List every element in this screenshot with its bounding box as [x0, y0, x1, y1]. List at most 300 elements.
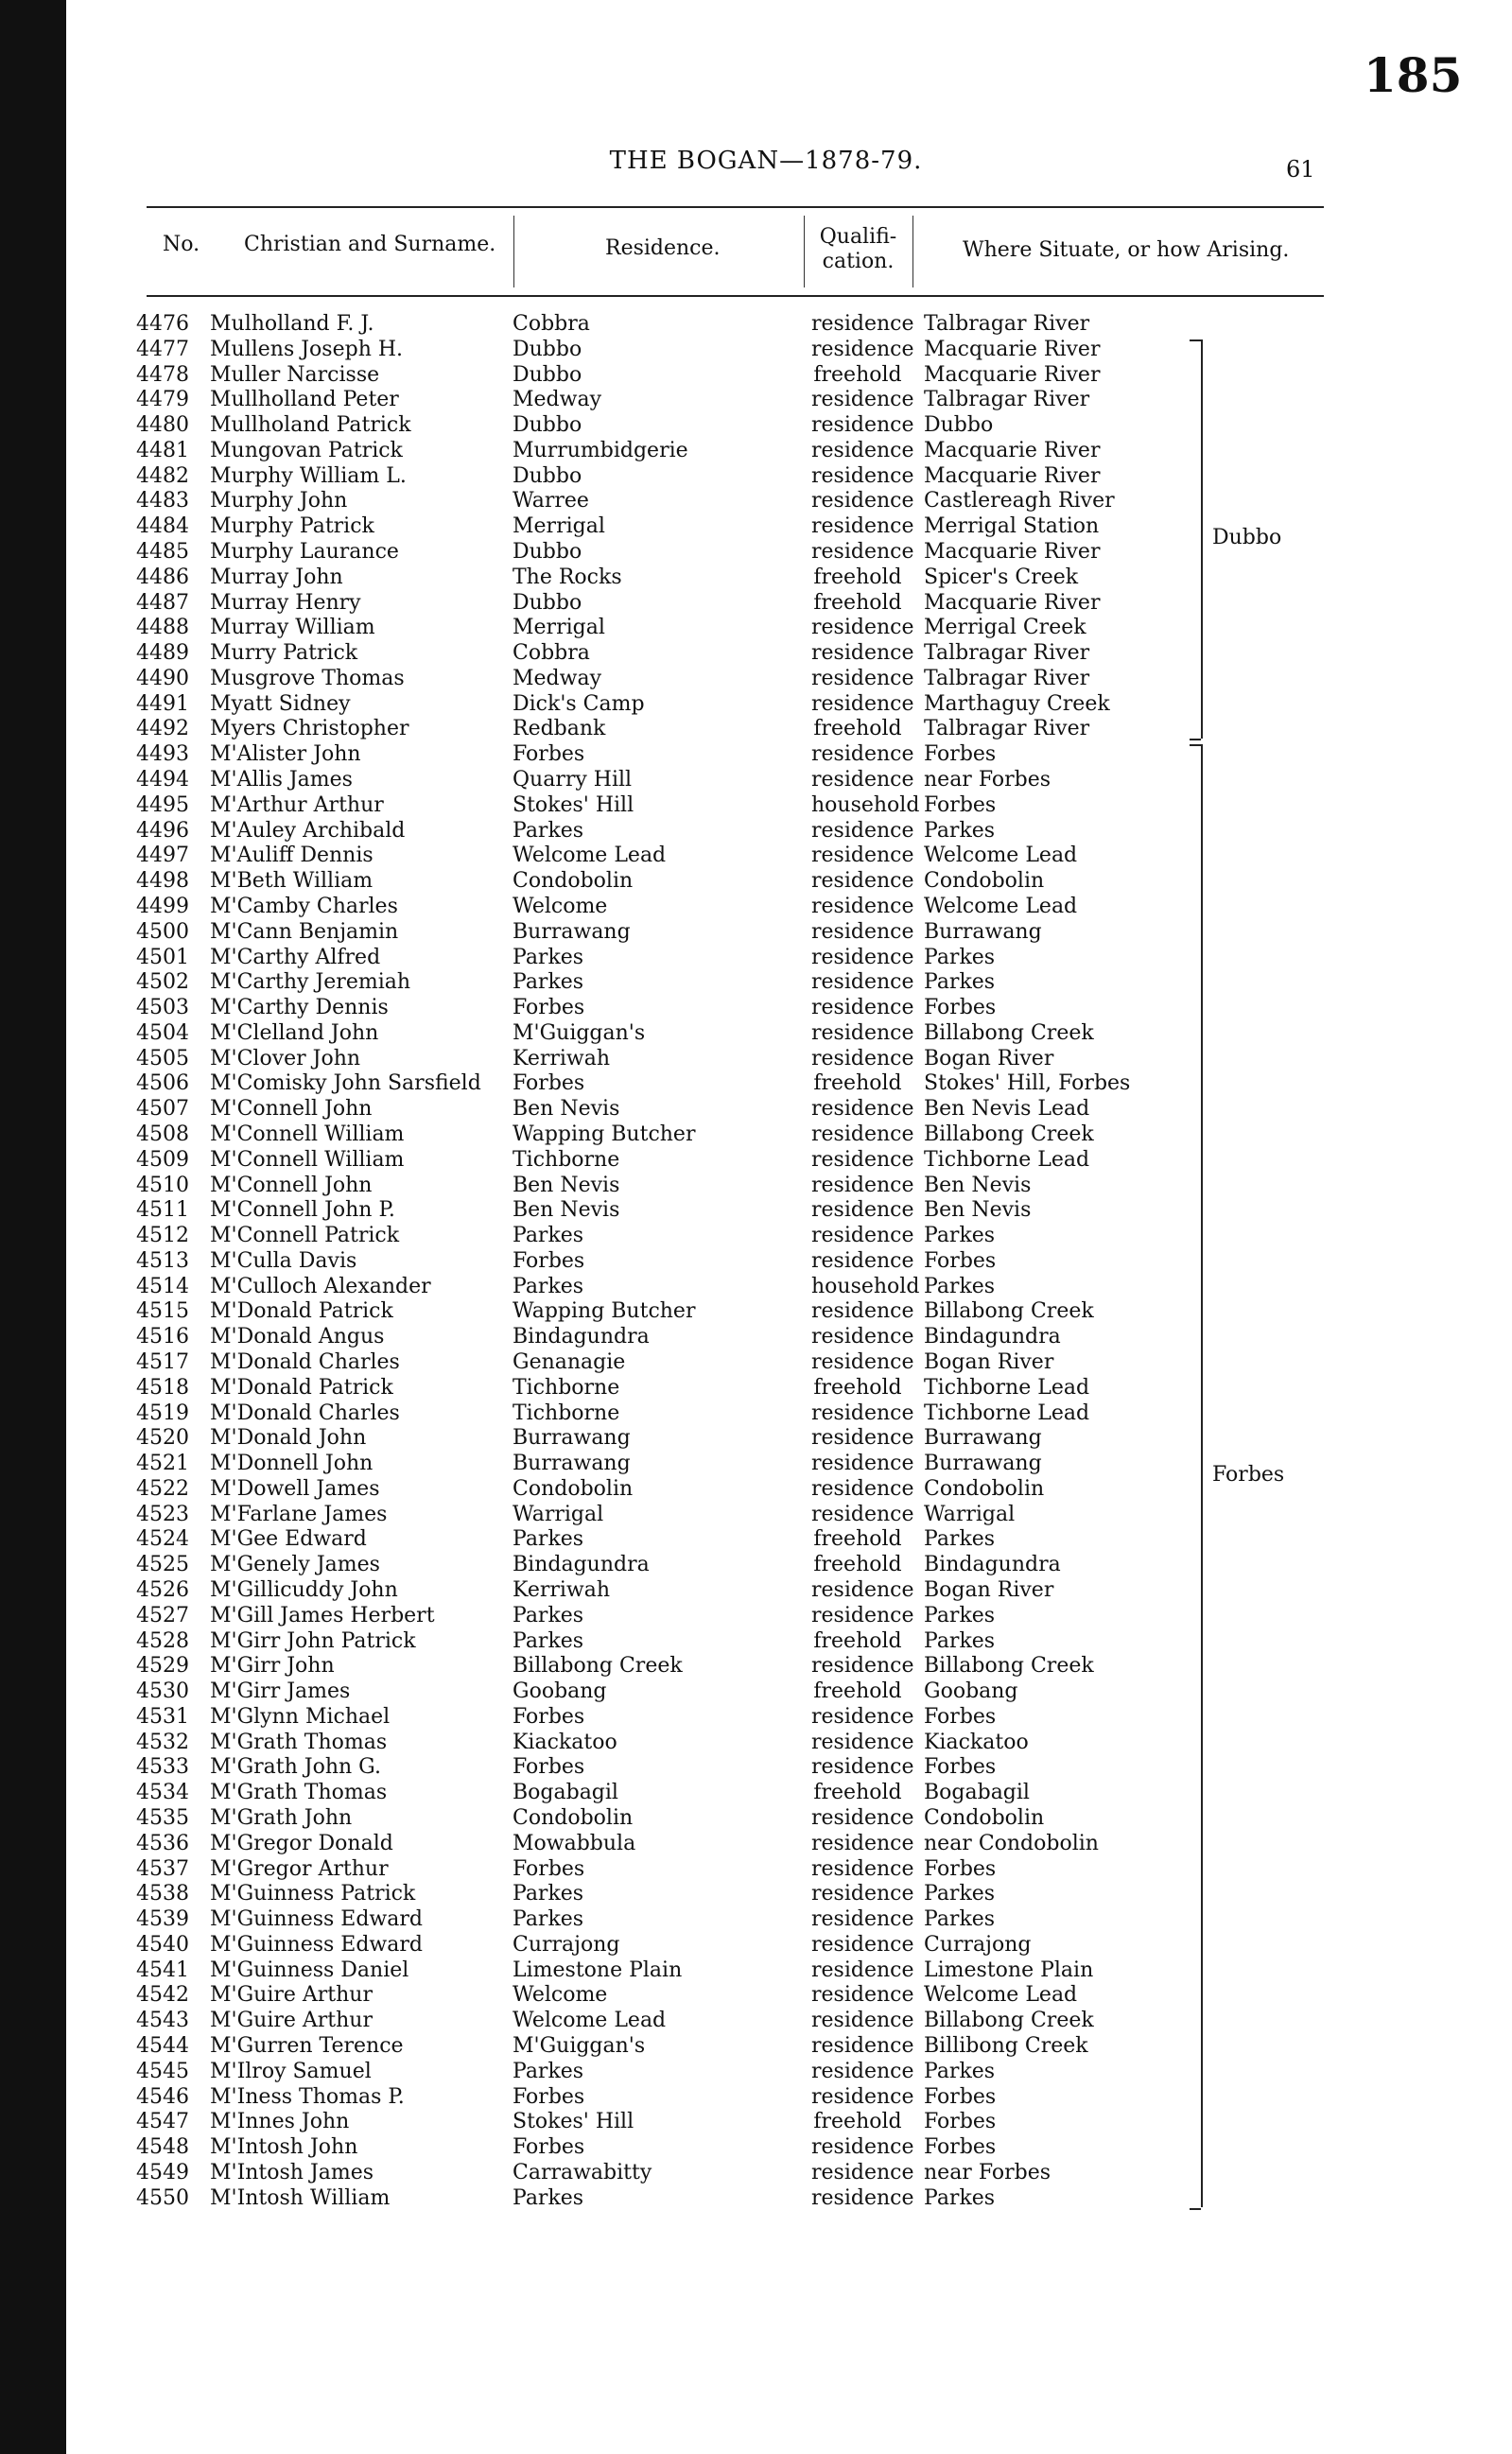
- entry-qualification: residence: [811, 1476, 914, 1501]
- entry-qualification: residence: [811, 2059, 914, 2083]
- entry-where: Parkes: [924, 1882, 996, 1906]
- entry-residence: Forbes: [513, 2084, 585, 2109]
- entry-qualification: residence: [811, 1882, 914, 1906]
- entry-name: M'Donald John: [210, 1426, 367, 1451]
- entry-name: M'Intosh James: [210, 2160, 374, 2184]
- entry-qualification: freehold: [813, 717, 902, 741]
- entry-name: M'Intosh William: [210, 2185, 391, 2210]
- entry-residence: Currajong: [513, 1932, 620, 1957]
- bracket-line: [1201, 339, 1203, 739]
- table-row: [0, 1047, 1512, 1072]
- entry-number: 4503: [136, 996, 189, 1020]
- entry-name: M'Camby Charles: [210, 894, 398, 918]
- entry-where: Bogabagil: [924, 1781, 1030, 1805]
- entry-number: 4529: [136, 1654, 189, 1679]
- entry-name: Mullens Joseph H.: [210, 337, 404, 361]
- table-row: [0, 2110, 1512, 2135]
- entry-residence: Stokes' Hill: [513, 792, 634, 817]
- table-row: [0, 2034, 1512, 2060]
- entry-residence: Condobolin: [513, 869, 634, 894]
- table-row: [0, 1629, 1512, 1655]
- entry-where: Kiackatoo: [924, 1730, 1029, 1754]
- entry-qualification: residence: [811, 894, 914, 918]
- entry-number: 4502: [136, 970, 189, 995]
- entry-number: 4505: [136, 1046, 189, 1070]
- entry-number: 4537: [136, 1856, 189, 1881]
- district-label: Forbes: [1212, 1462, 1285, 1487]
- entry-name: M'Beth William: [210, 869, 374, 894]
- entry-residence: Dubbo: [513, 337, 582, 361]
- entry-where: Billabong Creek: [924, 2009, 1094, 2033]
- entry-name: M'Glynn Michael: [210, 1704, 391, 1729]
- entry-number: 4511: [136, 1198, 189, 1223]
- bracket-end: [1190, 339, 1201, 341]
- entry-qualification: residence: [811, 919, 914, 944]
- entry-qualification: residence: [811, 1958, 914, 1982]
- entry-where: Stokes' Hill, Forbes: [924, 1071, 1131, 1096]
- table-row: [0, 768, 1512, 793]
- entry-qualification: freehold: [813, 565, 902, 589]
- entry-number: 4513: [136, 1248, 189, 1273]
- entry-name: M'Comisky John Sarsfield: [210, 1071, 481, 1096]
- entry-where: Billabong Creek: [924, 1020, 1094, 1045]
- entry-qualification: residence: [811, 1198, 914, 1223]
- entry-residence: Dubbo: [513, 463, 582, 488]
- entry-name: M'Auliff Dennis: [210, 844, 374, 868]
- table-row: [0, 2085, 1512, 2111]
- entry-residence: Limestone Plain: [513, 1958, 683, 1982]
- table-row: [0, 895, 1512, 920]
- entry-where: Forbes: [924, 1248, 997, 1273]
- entry-name: M'Guinness Edward: [210, 1907, 423, 1932]
- entry-number: 4497: [136, 844, 189, 868]
- entry-name: Murphy Laurance: [210, 540, 399, 565]
- table-row: [0, 1907, 1512, 1933]
- table-row: [0, 1401, 1512, 1427]
- entry-where: Bindagundra: [924, 1553, 1061, 1577]
- entry-residence: Stokes' Hill: [513, 2110, 634, 2134]
- entry-where: Tichborne Lead: [924, 1147, 1090, 1172]
- entry-qualification: residence: [811, 438, 914, 462]
- entry-where: Macquarie River: [924, 540, 1101, 565]
- entry-where: Billabong Creek: [924, 1654, 1094, 1679]
- entry-name: Murphy Patrick: [210, 514, 374, 539]
- table-row: [0, 1350, 1512, 1376]
- table-row: [0, 1781, 1512, 1806]
- entry-residence: Dubbo: [513, 362, 582, 387]
- entry-name: M'Alister John: [210, 742, 361, 767]
- entry-number: 4491: [136, 691, 189, 716]
- entry-number: 4536: [136, 1831, 189, 1855]
- entry-name: M'Guinness Daniel: [210, 1958, 409, 1982]
- entry-qualification: residence: [811, 1831, 914, 1855]
- entry-name: Mulholland F. J.: [210, 312, 374, 336]
- entry-where: Macquarie River: [924, 463, 1101, 488]
- entry-number: 4538: [136, 1882, 189, 1906]
- entry-number: 4501: [136, 945, 189, 969]
- entry-name: Murphy William L.: [210, 463, 407, 488]
- page-title: THE BOGAN—1878-79.: [609, 147, 923, 175]
- table-row: [0, 1705, 1512, 1731]
- entry-number: 4487: [136, 590, 189, 615]
- table-row: [0, 1249, 1512, 1275]
- entry-residence: Murrumbidgerie: [513, 438, 688, 462]
- entry-where: Parkes: [924, 2059, 996, 2083]
- table-row: [0, 1857, 1512, 1883]
- entry-name: M'Donald Patrick: [210, 1299, 393, 1324]
- entry-residence: Condobolin: [513, 1476, 634, 1501]
- entry-where: Warrigal: [924, 1502, 1016, 1526]
- entry-where: Talbragar River: [924, 666, 1090, 690]
- entry-qualification: residence: [811, 1122, 914, 1146]
- entry-qualification: residence: [811, 1578, 914, 1602]
- table-row: [0, 464, 1512, 490]
- entry-number: 4506: [136, 1071, 189, 1096]
- entry-number: 4490: [136, 666, 189, 690]
- entry-name: M'Cann Benjamin: [210, 919, 399, 944]
- entry-residence: Parkes: [513, 1224, 584, 1248]
- entry-name: Murray William: [210, 616, 375, 640]
- entry-residence: Goobang: [513, 1680, 607, 1704]
- table-row: [0, 1071, 1512, 1097]
- header-residence: Residence.: [605, 236, 721, 260]
- entry-name: M'Ilroy Samuel: [210, 2059, 372, 2083]
- entry-residence: Genanagie: [513, 1349, 626, 1374]
- entry-residence: Dubbo: [513, 413, 582, 438]
- entry-name: M'Gill James Herbert: [210, 1603, 435, 1627]
- entry-qualification: residence: [811, 2160, 914, 2184]
- entry-where: Parkes: [924, 1603, 996, 1627]
- table-row: [0, 1983, 1512, 2009]
- table-row: [0, 312, 1512, 338]
- bracket-line: [1201, 744, 1203, 2207]
- entry-where: Macquarie River: [924, 337, 1101, 361]
- entry-residence: Warree: [513, 489, 589, 513]
- table-row: [0, 1933, 1512, 1958]
- table-row: [0, 996, 1512, 1021]
- entry-residence: Forbes: [513, 2135, 585, 2160]
- entry-where: Marthaguy Creek: [924, 691, 1110, 716]
- entry-number: 4535: [136, 1806, 189, 1831]
- entry-number: 4517: [136, 1349, 189, 1374]
- entry-where: Merrigal Creek: [924, 616, 1086, 640]
- table-row: [0, 667, 1512, 692]
- entry-residence: Parkes: [513, 970, 584, 995]
- entry-qualification: freehold: [813, 1628, 902, 1653]
- entry-number: 4493: [136, 742, 189, 767]
- entry-where: Castlereagh River: [924, 489, 1115, 513]
- entry-name: M'Clover John: [210, 1046, 361, 1070]
- entry-where: Ben Nevis: [924, 1198, 1032, 1223]
- entry-where: Goobang: [924, 1680, 1018, 1704]
- entry-name: M'Carthy Dennis: [210, 996, 389, 1020]
- entry-residence: Bogabagil: [513, 1781, 618, 1805]
- entry-name: M'Gregor Arthur: [210, 1856, 389, 1881]
- entry-name: Mullholland Peter: [210, 388, 399, 412]
- entry-residence: Parkes: [513, 1628, 584, 1653]
- entry-number: 4522: [136, 1476, 189, 1501]
- entry-residence: Condobolin: [513, 1806, 634, 1831]
- entry-qualification: residence: [811, 641, 914, 666]
- table-row: [0, 338, 1512, 363]
- entry-name: M'Girr John Patrick: [210, 1628, 416, 1653]
- entry-where: near Forbes: [924, 2160, 1051, 2184]
- entry-qualification: residence: [811, 1401, 914, 1425]
- entry-qualification: residence: [811, 1020, 914, 1045]
- entry-residence: Kiackatoo: [513, 1730, 617, 1754]
- entry-name: M'Gurren Terence: [210, 2034, 404, 2059]
- entry-residence: Parkes: [513, 1882, 584, 1906]
- entry-qualification: residence: [811, 1325, 914, 1349]
- entry-name: M'Guinness Edward: [210, 1932, 423, 1957]
- entry-qualification: residence: [811, 1907, 914, 1932]
- entry-number: 4544: [136, 2034, 189, 2059]
- entry-residence: Forbes: [513, 1071, 585, 1096]
- entry-residence: Bindagundra: [513, 1325, 650, 1349]
- table-row: [0, 2060, 1512, 2085]
- entry-qualification: household: [811, 792, 920, 817]
- entry-residence: M'Guiggan's: [513, 2034, 646, 2059]
- entry-name: M'Guinness Patrick: [210, 1882, 416, 1906]
- entry-qualification: residence: [811, 945, 914, 969]
- entry-number: 4512: [136, 1224, 189, 1248]
- entry-where: Ben Nevis Lead: [924, 1097, 1090, 1122]
- table-row: [0, 413, 1512, 439]
- header-bottom-rule: [147, 295, 1324, 297]
- entry-number: 4531: [136, 1704, 189, 1729]
- folio-stamp: 185: [1364, 47, 1463, 103]
- entry-name: Myatt Sidney: [210, 691, 351, 716]
- entry-qualification: residence: [811, 312, 914, 336]
- entry-where: Billabong Creek: [924, 1299, 1094, 1324]
- entry-number: 4516: [136, 1325, 189, 1349]
- entry-residence: Tichborne: [513, 1401, 620, 1425]
- entry-number: 4496: [136, 818, 189, 843]
- entry-number: 4485: [136, 540, 189, 565]
- entry-number: 4540: [136, 1932, 189, 1957]
- entry-qualification: residence: [811, 1097, 914, 1122]
- table-row: [0, 1731, 1512, 1756]
- entry-qualification: residence: [811, 463, 914, 488]
- entry-where: Limestone Plain: [924, 1958, 1094, 1982]
- entry-qualification: residence: [811, 540, 914, 565]
- entry-where: Burrawang: [924, 1426, 1042, 1451]
- entry-name: M'Carthy Alfred: [210, 945, 381, 969]
- entry-name: M'Culla Davis: [210, 1248, 357, 1273]
- entry-name: M'Gillicuddy John: [210, 1578, 398, 1602]
- entry-number: 4542: [136, 1983, 189, 2008]
- column-divider: [804, 216, 805, 287]
- entry-where: Parkes: [924, 1527, 996, 1552]
- entry-where: Bindagundra: [924, 1325, 1061, 1349]
- entry-number: 4504: [136, 1020, 189, 1045]
- entry-qualification: residence: [811, 1932, 914, 1957]
- table-row: [0, 363, 1512, 389]
- entry-qualification: residence: [811, 818, 914, 843]
- entry-number: 4478: [136, 362, 189, 387]
- entry-qualification: freehold: [813, 590, 902, 615]
- entry-qualification: household: [811, 1274, 920, 1298]
- header-top-rule: [147, 206, 1324, 208]
- entry-residence: Redbank: [513, 717, 606, 741]
- entry-name: M'Connell John P.: [210, 1198, 395, 1223]
- bracket-end: [1190, 2208, 1201, 2210]
- entry-qualification: residence: [811, 2185, 914, 2210]
- entry-name: M'Gee Edward: [210, 1527, 367, 1552]
- entry-where: Forbes: [924, 2110, 997, 2134]
- entry-qualification: residence: [811, 1502, 914, 1526]
- entry-number: 4527: [136, 1603, 189, 1627]
- entry-where: Parkes: [924, 1274, 996, 1298]
- entry-number: 4525: [136, 1553, 189, 1577]
- table-row: [0, 566, 1512, 591]
- entry-qualification: residence: [811, 1224, 914, 1248]
- entry-number: 4489: [136, 641, 189, 666]
- entry-qualification: residence: [811, 1173, 914, 1197]
- entry-qualification: residence: [811, 1730, 914, 1754]
- entry-residence: Burrawang: [513, 919, 631, 944]
- entry-qualification: freehold: [813, 1553, 902, 1577]
- table-row: [0, 1882, 1512, 1907]
- entry-where: Forbes: [924, 2084, 997, 2109]
- entry-name: M'Iness Thomas P.: [210, 2084, 405, 2109]
- entry-where: Parkes: [924, 1907, 996, 1932]
- entry-residence: Ben Nevis: [513, 1097, 620, 1122]
- entry-residence: Bindagundra: [513, 1553, 650, 1577]
- entry-name: Murray Henry: [210, 590, 361, 615]
- table-row: [0, 2135, 1512, 2161]
- table-row: [0, 1832, 1512, 1857]
- entry-residence: Medway: [513, 666, 602, 690]
- entry-name: M'Connell John: [210, 1173, 373, 1197]
- entry-number: 4530: [136, 1680, 189, 1704]
- entry-number: 4548: [136, 2135, 189, 2160]
- header-no: No.: [163, 233, 200, 256]
- entry-number: 4509: [136, 1147, 189, 1172]
- entry-residence: Parkes: [513, 2059, 584, 2083]
- entry-number: 4523: [136, 1502, 189, 1526]
- entry-number: 4514: [136, 1274, 189, 1298]
- entry-number: 4520: [136, 1426, 189, 1451]
- entry-name: M'Donald Angus: [210, 1325, 385, 1349]
- entry-number: 4510: [136, 1173, 189, 1197]
- entry-residence: Kerriwah: [513, 1046, 611, 1070]
- entry-residence: Parkes: [513, 1603, 584, 1627]
- entry-number: 4524: [136, 1527, 189, 1552]
- entry-where: near Condobolin: [924, 1831, 1099, 1855]
- entry-qualification: residence: [811, 413, 914, 438]
- entry-where: Talbragar River: [924, 717, 1090, 741]
- entry-name: M'Farlane James: [210, 1502, 388, 1526]
- table-row: [0, 1123, 1512, 1148]
- entry-name: M'Connell William: [210, 1147, 405, 1172]
- entry-name: M'Grath Thomas: [210, 1781, 388, 1805]
- entry-qualification: residence: [811, 1603, 914, 1627]
- entry-residence: Merrigal: [513, 616, 605, 640]
- table-row: [0, 489, 1512, 514]
- entry-qualification: residence: [811, 869, 914, 894]
- entry-name: M'Innes John: [210, 2110, 350, 2134]
- table-row: [0, 1299, 1512, 1325]
- entry-residence: Forbes: [513, 996, 585, 1020]
- column-divider: [513, 216, 514, 287]
- entry-where: Bogan River: [924, 1349, 1054, 1374]
- entry-residence: Forbes: [513, 742, 585, 767]
- entry-where: Macquarie River: [924, 362, 1101, 387]
- entry-name: M'Arthur Arthur: [210, 792, 384, 817]
- table-row: [0, 540, 1512, 566]
- entry-number: 4494: [136, 768, 189, 792]
- entry-where: Forbes: [924, 1704, 997, 1729]
- entry-where: Merrigal Station: [924, 514, 1100, 539]
- entry-name: M'Grath John: [210, 1806, 353, 1831]
- table-row: [0, 1503, 1512, 1528]
- entry-where: Forbes: [924, 792, 997, 817]
- table-row: [0, 1755, 1512, 1781]
- entry-where: Forbes: [924, 1755, 997, 1780]
- entry-residence: Forbes: [513, 1755, 585, 1780]
- table-row: [0, 1452, 1512, 1477]
- entry-qualification: residence: [811, 1806, 914, 1831]
- entry-qualification: residence: [811, 2034, 914, 2059]
- entry-number: 4549: [136, 2160, 189, 2184]
- entry-qualification: freehold: [813, 1781, 902, 1805]
- entry-number: 4483: [136, 489, 189, 513]
- entry-residence: Tichborne: [513, 1375, 620, 1400]
- entry-qualification: freehold: [813, 362, 902, 387]
- entry-number: 4481: [136, 438, 189, 462]
- entry-qualification: freehold: [813, 1680, 902, 1704]
- entry-number: 4482: [136, 463, 189, 488]
- entry-qualification: residence: [811, 2135, 914, 2160]
- entry-residence: Parkes: [513, 818, 584, 843]
- entry-number: 4518: [136, 1375, 189, 1400]
- entry-name: Murphy John: [210, 489, 348, 513]
- entry-residence: Forbes: [513, 1704, 585, 1729]
- entry-qualification: residence: [811, 1046, 914, 1070]
- table-row: [0, 819, 1512, 844]
- entry-name: M'Grath John G.: [210, 1755, 381, 1780]
- entry-residence: Kerriwah: [513, 1578, 611, 1602]
- entry-residence: Dick's Camp: [513, 691, 645, 716]
- table-row: [0, 1426, 1512, 1452]
- entry-number: 4486: [136, 565, 189, 589]
- entry-qualification: residence: [811, 514, 914, 539]
- entry-number: 4499: [136, 894, 189, 918]
- entry-number: 4515: [136, 1299, 189, 1324]
- entry-qualification: residence: [811, 970, 914, 995]
- entry-qualification: freehold: [813, 1527, 902, 1552]
- entry-where: Macquarie River: [924, 590, 1101, 615]
- entry-where: Forbes: [924, 1856, 997, 1881]
- entry-name: M'Donald Patrick: [210, 1375, 393, 1400]
- entry-residence: Forbes: [513, 1856, 585, 1881]
- header-name: Christian and Surname.: [244, 233, 496, 256]
- entry-qualification: residence: [811, 1349, 914, 1374]
- entry-number: 4507: [136, 1097, 189, 1122]
- entry-residence: Dubbo: [513, 540, 582, 565]
- entry-name: M'Dowell James: [210, 1476, 380, 1501]
- entry-number: 4541: [136, 1958, 189, 1982]
- entry-where: Parkes: [924, 818, 996, 843]
- entry-where: Parkes: [924, 945, 996, 969]
- entry-residence: Mowabbula: [513, 1831, 636, 1855]
- entry-residence: Parkes: [513, 1527, 584, 1552]
- entry-name: M'Guire Arthur: [210, 1983, 373, 2008]
- entry-where: Macquarie River: [924, 438, 1101, 462]
- entry-residence: Wapping Butcher: [513, 1122, 696, 1146]
- entry-name: M'Donnell John: [210, 1452, 374, 1476]
